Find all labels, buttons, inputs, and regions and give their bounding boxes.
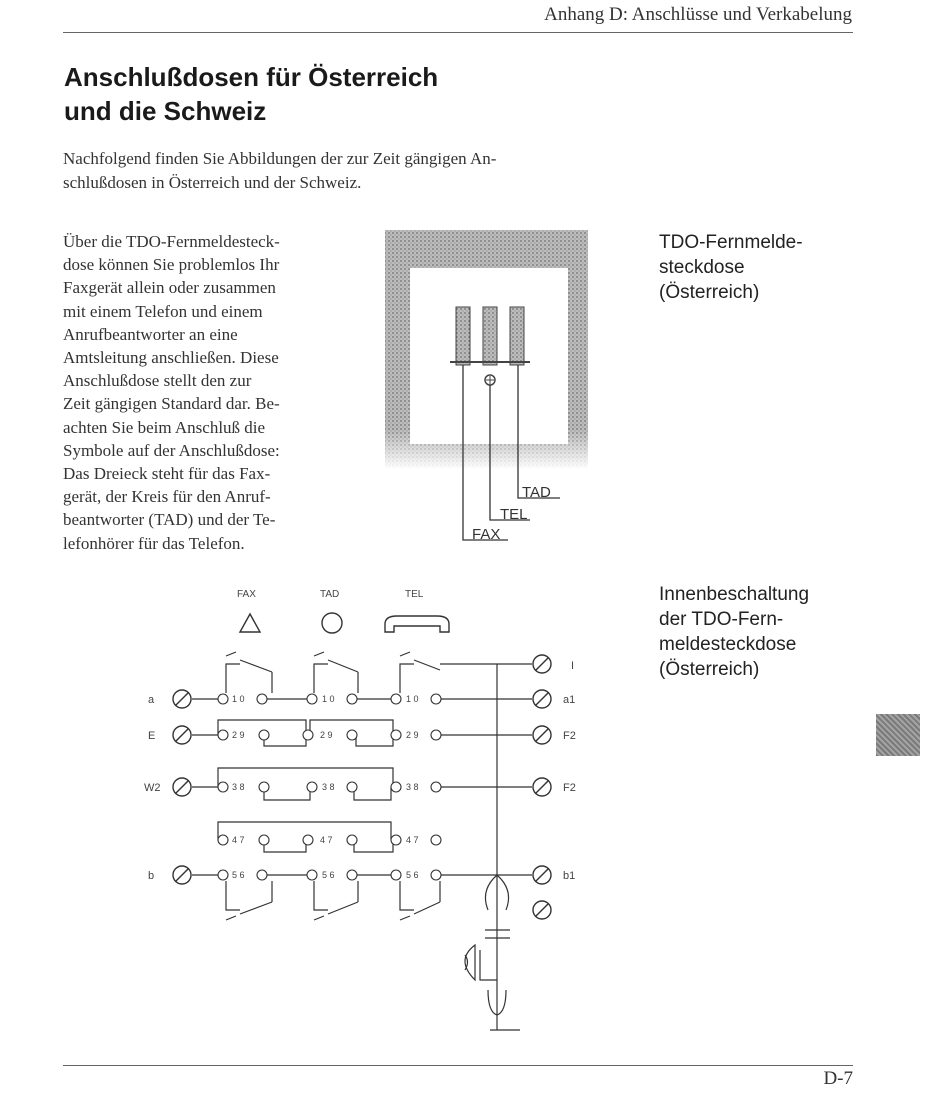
terminal-label-b: b [148,870,155,882]
triangle-icon [240,614,260,632]
body-line: gerät, der Kreis für den Anruf- [63,487,271,507]
body-line: Amtsleitung anschließen. Diese [63,348,279,368]
body-line: mit einem Telefon und einem [63,301,263,321]
body-line: Faxgerät allein oder zusammen [63,278,276,298]
body-line: Das Dreieck steht für das Fax- [63,464,271,484]
device-label-fax: FAX [237,589,256,600]
terminal-label-w2: W2 [144,782,161,794]
pin-label: 4 7 [406,835,419,845]
terminal-screws [173,655,551,919]
circle-icon [322,613,342,633]
pin-label: 4 7 [320,835,333,845]
pin-label: 2 9 [232,730,245,740]
pin-label: 5 6 [322,870,335,880]
caption-line: (Österreich) [659,659,760,680]
caption-line: TDO-Fernmelde- [659,232,803,253]
terminal-label-e: E [148,730,156,742]
running-head: Anhang D: Anschlüsse und Verkabelung [544,4,852,25]
device-label-tad: TAD [320,589,340,600]
socket-housing [385,230,588,470]
header-rule [63,32,853,33]
title-line: Anschlußdosen für Österreich [64,62,439,92]
pin-label: 5 6 [406,870,419,880]
caption-line: der TDO-Fern- [659,609,784,630]
terminal-label-f2-lower: F2 [563,782,576,794]
socket-leader-lines [463,365,560,540]
chapter-thumb-tab [876,714,920,756]
caption-line: (Österreich) [659,282,760,303]
body-line: Symbole auf der Anschlußdose: [63,440,280,460]
terminal-label-i: I [571,660,575,672]
body-paragraph [63,230,338,555]
device-label-tel: TEL [405,589,424,600]
pin-label: 1 0 [322,694,335,704]
title-line: und die Schweiz [64,96,267,126]
terminal-label-a: a [148,694,155,706]
figure2-caption [659,582,809,682]
caption-line: Innenbeschaltung [659,584,810,605]
pin-label: 1 0 [406,694,419,704]
caption-line: steckdose [659,257,745,278]
intro-line: schlußdosen in Österreich und der Schweiz. [63,173,362,192]
body-line: achten Sie beim Anschluß die [63,417,266,437]
pin-label: 1 0 [232,694,245,704]
terminal-label-a1: a1 [563,694,576,706]
tel-label: TEL [500,506,528,523]
pin-label: 2 9 [406,730,419,740]
pin-label: 3 8 [406,782,419,792]
footer-rule [63,1065,853,1066]
page-title [64,60,438,128]
schematic-lines [192,652,532,1030]
body-line: Anschlußdose stellt den zur [63,371,252,391]
body-line: lefonhörer für das Telefon. [63,533,245,553]
figure1-caption [659,230,803,305]
tad-label: TAD [522,484,551,501]
pin-label: 4 7 [232,835,245,845]
page-number: D-7 [823,1068,853,1089]
body-line: beantworter (TAD) und der Te- [63,510,276,530]
terminal-label-b1: b1 [563,870,576,882]
intro-line: Nachfolgend finden Sie Abbildungen der zur Zeit gängigen An- [63,149,497,168]
pin-label: 2 9 [320,730,333,740]
fax-label: FAX [472,526,501,543]
intro-paragraph [63,147,643,195]
terminal-label-f2-upper: F2 [563,730,576,742]
body-line: dose können Sie problemlos Ihr [63,255,280,275]
contact-pins [218,694,441,880]
pin-label: 3 8 [232,782,245,792]
body-line: Über die TDO-Fernmeldesteck- [63,232,280,251]
handset-icon [385,616,449,632]
pin-label: 5 6 [232,870,245,880]
body-line: Zeit gängigen Standard dar. Be- [63,394,280,414]
pin-label: 3 8 [322,782,335,792]
body-line: Anrufbeantworter an eine [63,324,238,344]
caption-line: meldesteckdose [659,634,797,655]
socket-contacts [450,307,530,385]
device-symbols [240,613,449,633]
